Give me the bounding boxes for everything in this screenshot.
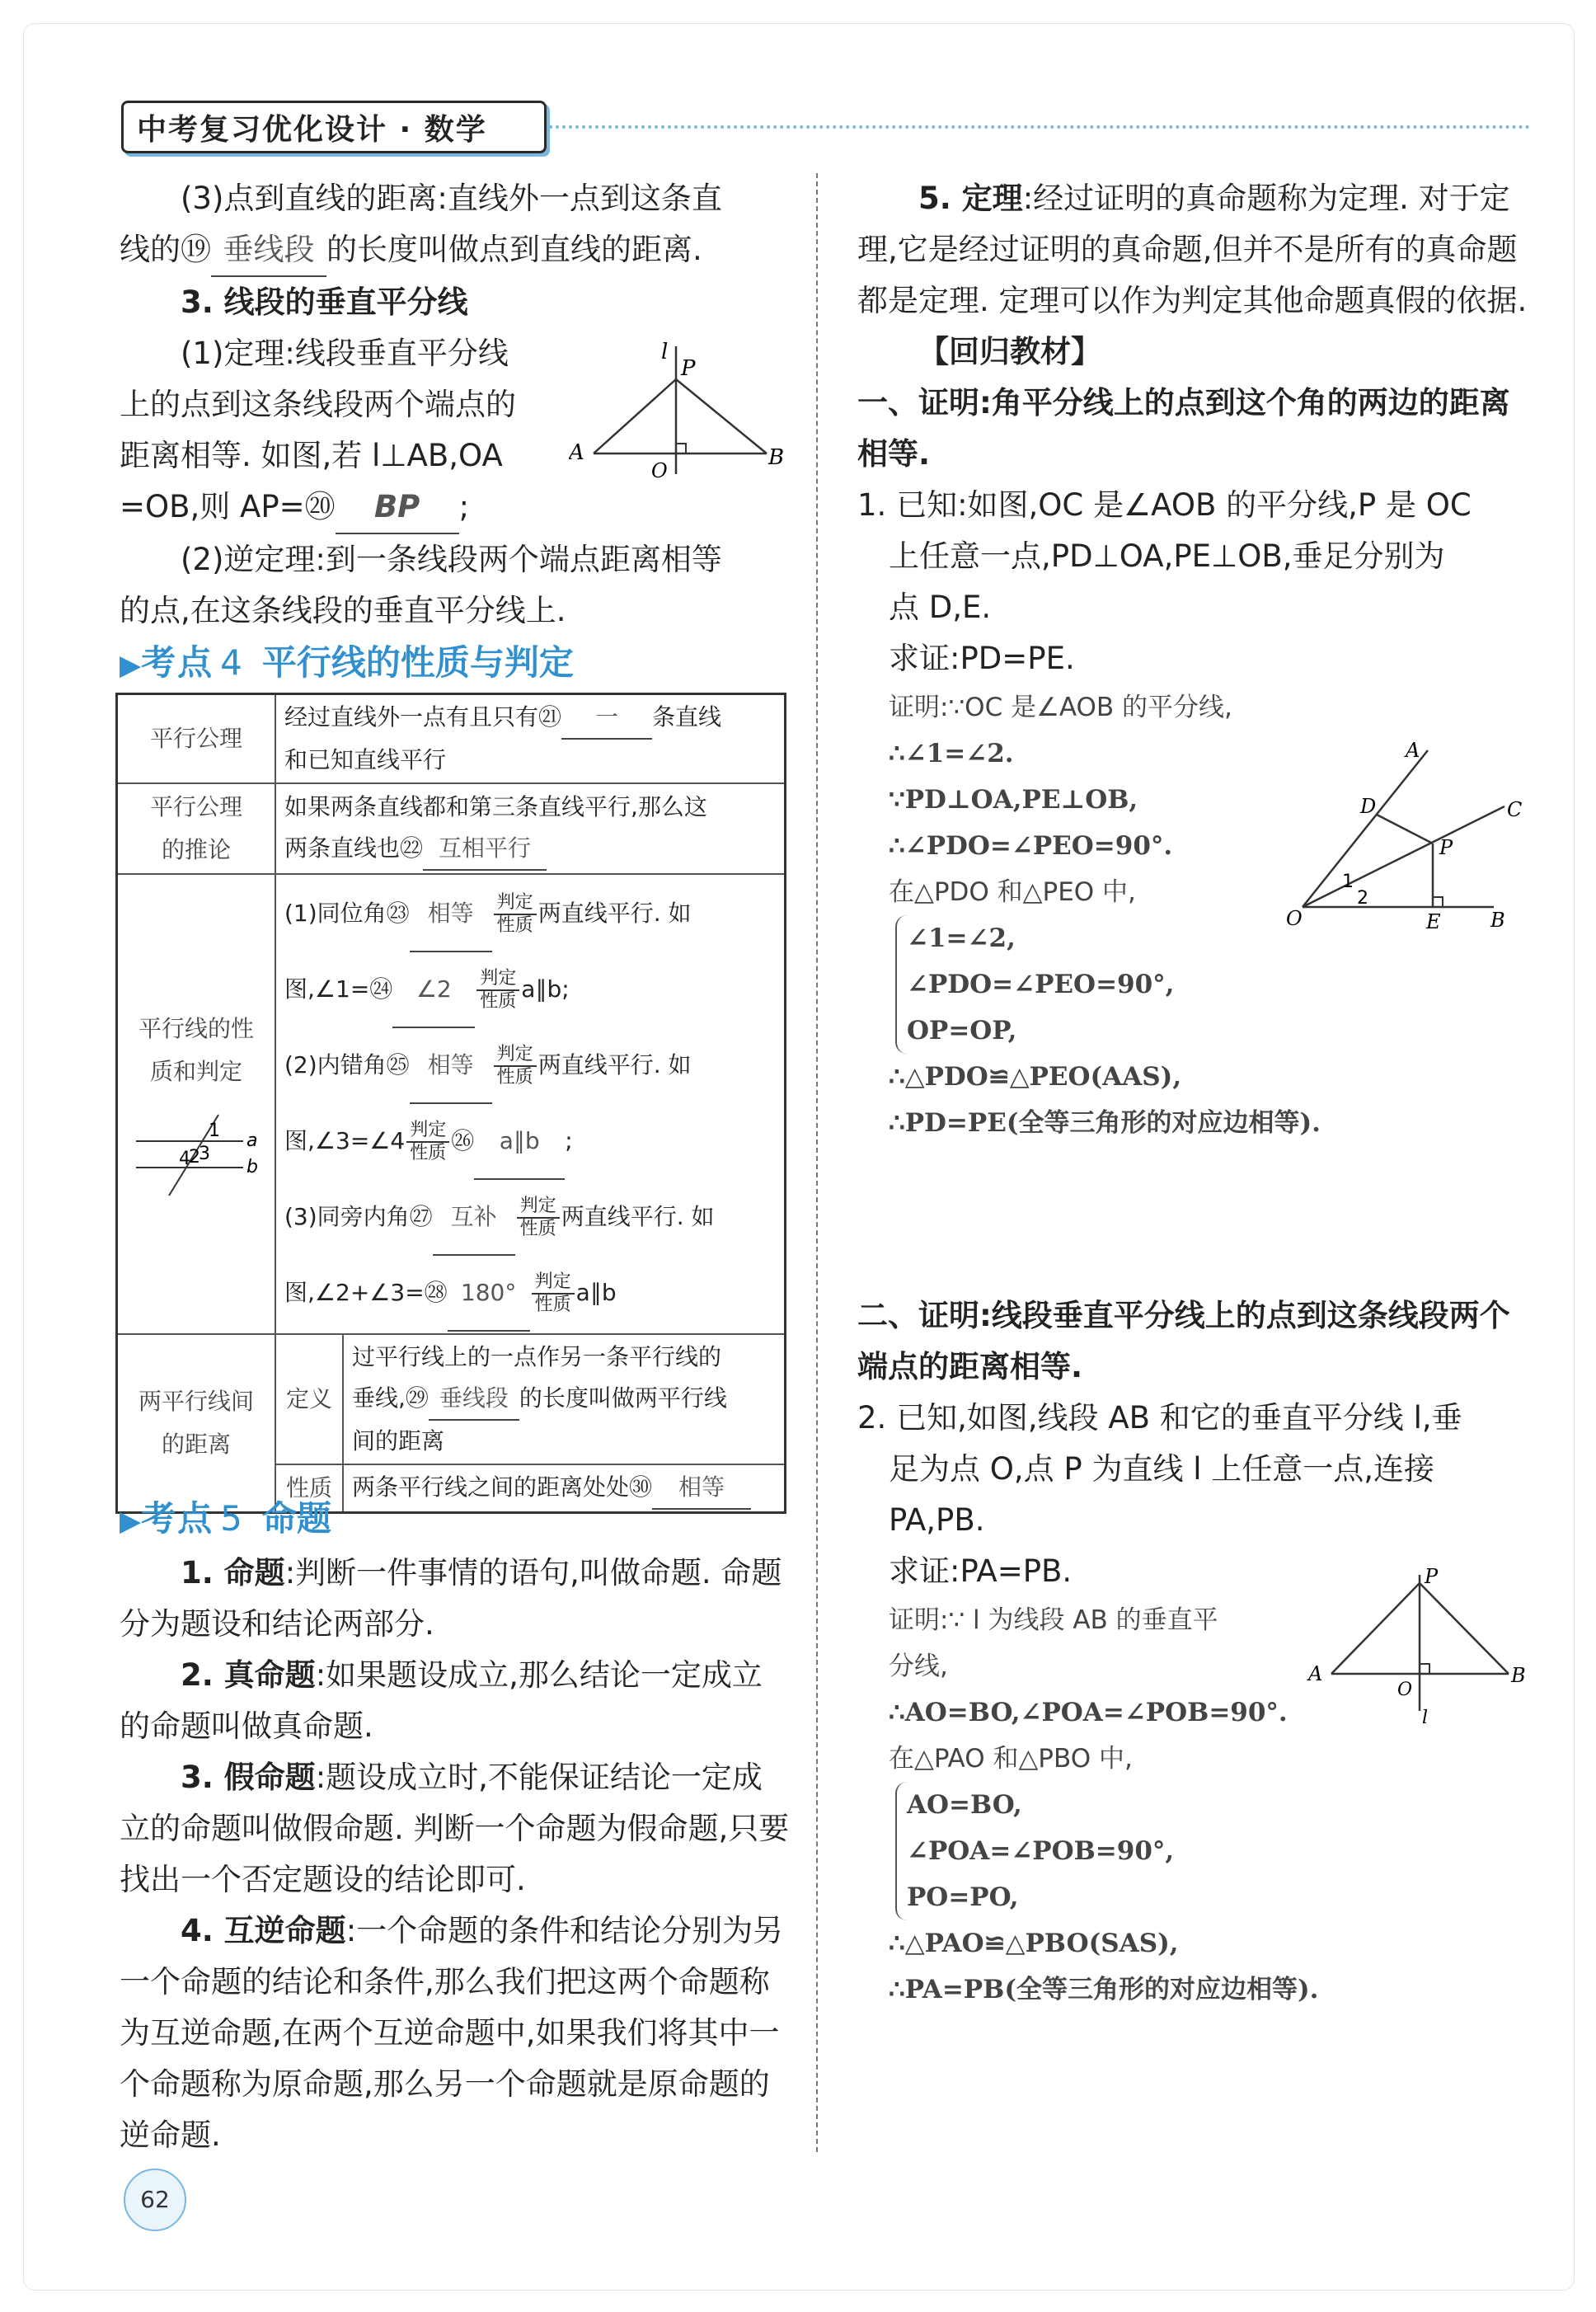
arrow-bot: 性质 <box>496 1067 533 1088</box>
perp2-line2: 的点,在这条线段的垂直平分线上. <box>120 593 566 628</box>
fill-30: 相等 <box>652 1467 751 1510</box>
arrow-top: 判定 <box>406 1120 449 1143</box>
s1-q1: 1. 已知:如图,OC 是∠AOB 的平分线,P 是 OC <box>857 487 1472 523</box>
r1-text-c: 和已知直线平行 <box>284 746 447 773</box>
s1-proof-line: 证明:∵OC 是∠AOB 的平分线, <box>889 693 1232 722</box>
label-a: A <box>569 440 584 465</box>
parallel-lines-table <box>115 693 786 1514</box>
line-b-label: b <box>246 1157 258 1177</box>
r3-l4-b: ㉖ <box>451 1127 475 1154</box>
left-column-bottom <box>120 1492 791 2161</box>
perp2-line1: (2)逆定理:到一条线段两个端点距离相等 <box>181 542 722 577</box>
s1-proof-line: ∵PD⊥OA,PE⊥OB, <box>889 785 1138 815</box>
dist-line2-b: 的长度叫做点到直线的距离. <box>326 232 702 267</box>
m2-title: 2. 真命题 <box>181 1657 316 1693</box>
s2-proof-line: ∴PA=PB(全等三角形的对应边相等). <box>889 1975 1319 2004</box>
perp1-line4-a: =OB,则 AP=⑳ <box>120 489 336 524</box>
arrow-top: 判定 <box>494 1044 537 1067</box>
fill-19: 垂线段 <box>211 224 326 277</box>
r3-l4-a: 图,∠3=∠4 <box>284 1127 406 1154</box>
row-label: 平行公理 <box>117 694 276 784</box>
s2-brace-line: ∠POA=∠POB=90°, <box>907 1836 1175 1866</box>
perp1-line4 <box>120 482 791 534</box>
angle-4-label: 4 <box>179 1149 190 1169</box>
kd4-title: 平行线的性质与判定 <box>261 642 574 683</box>
s1-brace-line: ∠PDO=∠PEO=90°, <box>907 970 1175 999</box>
book-title: 中考复习优化设计 · 数学 <box>137 112 487 147</box>
arrow-judge-property <box>532 1271 575 1316</box>
fill-28: 180° <box>448 1256 530 1332</box>
r3-label-a: 平行线的性 <box>138 1015 254 1042</box>
row-content <box>275 874 786 1334</box>
proposition-2 <box>120 1650 791 1752</box>
perp-bisector-figure <box>569 334 791 482</box>
dist-line2-a: 线的⑲ <box>120 232 211 267</box>
s1-proof-line: 在△PDO 和△PEO 中, <box>889 877 1136 907</box>
segment-pd <box>1377 815 1433 844</box>
fill-27: 互补 <box>433 1180 515 1256</box>
s2-proof-line: ∴AO=BO,∠POA=∠POB=90°. <box>889 1698 1288 1727</box>
sub-label-def: 定义 <box>275 1334 343 1464</box>
m1-text: :判断一件事情的语句,叫做命题. 命题分为题设和结论两部分. <box>120 1555 782 1642</box>
s2-q2: 足为点 O,点 P 为直线 l 上任意一点,连接 <box>889 1451 1435 1487</box>
label-b: B <box>1511 1664 1526 1687</box>
right-column <box>857 173 1529 1146</box>
label-b: B <box>768 445 785 470</box>
right-angle-mark <box>1420 1664 1429 1674</box>
s2-proof-line: 分线, <box>889 1652 948 1681</box>
arrow-judge-property <box>476 968 519 1013</box>
s2-q1: 2. 已知,如图,线段 AB 和它的垂直平分线 l,垂 <box>857 1400 1462 1436</box>
s2-brace-line: AO=BO, <box>907 1790 1022 1820</box>
m4-text: :一个命题的条件和结论分别为另一个命题的结论和条件,那么我们把这两个命题称为互逆命题,在两个互逆命题中,如果我们将其中一个命题称为原命题,那么另一个命题就是原命题的逆命题. <box>120 1913 784 2153</box>
fill-29: 垂线段 <box>429 1378 519 1421</box>
dist-line1: (3)点到直线的距离:直线外一点到这条直 <box>181 181 722 216</box>
perp1-line4-b: ; <box>458 489 470 524</box>
label-l: l <box>661 340 669 364</box>
segment-bp <box>676 379 767 453</box>
kd5-number: 5 <box>220 1498 242 1539</box>
m4-title: 4. 互逆命题 <box>181 1913 346 1948</box>
label-d: D <box>1360 795 1377 818</box>
r3-l5-a: (3)同旁内角㉗ <box>284 1203 433 1230</box>
row-label <box>117 1334 276 1513</box>
row-content <box>275 783 786 874</box>
column-divider <box>816 173 818 2152</box>
table-row <box>117 1334 786 1464</box>
m3-text: :题设成立时,不能保证结论一定成立的命题叫做假命题. 判断一个命题为假命题,只要找出一个否定题设的结论即可. <box>120 1760 790 1897</box>
arrow-bot: 性质 <box>496 915 533 936</box>
r3-l2-b: a∥b; <box>521 975 570 1003</box>
arrow-top: 判定 <box>517 1196 560 1219</box>
r3-l5-b: 两直线平行. 如 <box>561 1203 715 1230</box>
def-line2-a: 垂线,㉙ <box>352 1384 429 1412</box>
label-o: O <box>1397 1680 1413 1700</box>
r3-line6 <box>284 1256 776 1332</box>
label-a: A <box>1308 1662 1323 1685</box>
def-line2-b: 的长度叫做两平行线 <box>519 1384 727 1412</box>
section-2-title: 二、证明:线段垂直平分线上的点到这条线段两个端点的距离相等. <box>857 1298 1510 1384</box>
row-label <box>117 783 276 874</box>
page-number: 62 <box>124 2169 186 2231</box>
angle-1-label: 1 <box>1342 872 1354 892</box>
header-box <box>121 101 547 153</box>
angle-1-label: 1 <box>209 1121 220 1141</box>
arrow-judge-property <box>406 1120 449 1164</box>
fill-23: 相等 <box>410 876 492 952</box>
row-content <box>343 1334 786 1464</box>
proposition-4 <box>120 1906 791 2161</box>
fill-26: a∥b <box>474 1104 565 1180</box>
label-p: P <box>1439 836 1453 859</box>
label-b: B <box>1490 909 1505 932</box>
segment-ap <box>594 379 676 453</box>
prop-text: 两条平行线之间的距离处处㉚ <box>352 1473 653 1501</box>
arrow-bot: 性质 <box>410 1143 447 1163</box>
kaodian-5-heading <box>120 1492 791 1548</box>
line-a-label: a <box>246 1130 258 1151</box>
arrow-judge-property <box>494 1044 537 1088</box>
s2-q3: PA,PB. <box>889 1502 985 1538</box>
label-e: E <box>1426 910 1441 933</box>
kd5-label: 考点 <box>141 1498 214 1539</box>
angle-bisector-figure <box>1278 734 1542 940</box>
header-dotted-rule <box>549 125 1530 129</box>
kd4-label: 考点 <box>141 642 214 683</box>
label-o: O <box>651 459 668 482</box>
fill-24: ∠2 <box>392 952 475 1028</box>
proposition-3 <box>120 1752 791 1906</box>
r3-line5 <box>284 1180 776 1256</box>
perp-bisector-figure-2 <box>1307 1558 1529 1732</box>
s2-proof-line: 在△PAO 和△PBO 中, <box>889 1744 1133 1774</box>
table-row <box>117 783 786 874</box>
fill-21: 一 <box>561 697 652 740</box>
m2-text: :如果题设成立,那么结论一定成立的命题叫做真命题. <box>120 1657 763 1744</box>
arrow-top: 判定 <box>494 892 537 915</box>
s2-prove: 求证:PA=PB. <box>889 1553 1073 1589</box>
triangle-bullet-icon: ▶ <box>120 649 142 682</box>
r4-label-b: 的距离 <box>161 1431 231 1458</box>
r3-l6-a: 图,∠2+∠3=㉘ <box>284 1279 448 1306</box>
arrow-top: 判定 <box>532 1271 575 1295</box>
s1-q3: 点 D,E. <box>889 590 992 625</box>
r3-label-b: 质和判定 <box>149 1058 242 1085</box>
fill-25: 相等 <box>410 1028 492 1104</box>
s1-proof-line: ∴∠PDO=∠PEO=90°. <box>889 831 1173 861</box>
arrow-bot: 性质 <box>534 1295 571 1315</box>
r3-l2-a: 图,∠1=㉔ <box>284 975 393 1003</box>
r3-l1-b: 两直线平行. 如 <box>537 900 692 927</box>
arrow-bot: 性质 <box>480 991 517 1012</box>
m3-title: 3. 假命题 <box>181 1760 316 1795</box>
s1-proof-line: ∴∠1=∠2. <box>889 739 1014 768</box>
r3-line2 <box>284 952 776 1028</box>
arrow-top: 判定 <box>476 968 519 991</box>
thm-text: :经过证明的真命题称为定理. 对于定理,它是经过证明的真命题,但并不是所有的真命题都是定理. 定理可以作为判定其他命题真假的依据. <box>857 181 1528 318</box>
r3-l1-a: (1)同位角㉓ <box>284 900 410 927</box>
r2-text-b: 两条直线也㉒ <box>284 834 424 862</box>
right-angle-mark <box>676 444 686 453</box>
def-line3: 间的距离 <box>352 1427 445 1454</box>
s1-brace-line: ∠1=∠2, <box>907 923 1016 953</box>
perp1-line1: (1)定理:线段垂直平分线 <box>181 336 509 371</box>
angle-3-label: 3 <box>199 1144 210 1164</box>
fill-22: 互相平行 <box>423 828 547 871</box>
r3-l6-b: a∥b <box>575 1279 617 1306</box>
r3-line3 <box>284 1028 776 1104</box>
s1-prove: 求证:PD=PE. <box>889 641 1075 676</box>
thm-title: 5. 定理 <box>918 181 1023 216</box>
r3-line4 <box>284 1104 776 1180</box>
return-textbook-title: 【回归教材】 <box>918 334 1101 369</box>
angle-2-label: 2 <box>189 1147 200 1168</box>
table-row <box>117 694 786 784</box>
r2-label-b: 的推论 <box>161 836 231 863</box>
kd4-number: 4 <box>220 642 242 683</box>
s1-proof-line: ∴PD=PE(全等三角形的对应边相等). <box>889 1108 1321 1138</box>
arrow-judge-property <box>494 892 537 937</box>
label-p: P <box>681 356 696 381</box>
r3-line1 <box>284 876 776 952</box>
r2-text-a: 如果两条直线都和第三条直线平行,那么这 <box>284 793 707 820</box>
label-a: A <box>1406 739 1420 762</box>
perp1-line2: 上的点到这条线段两个端点的 <box>120 387 516 422</box>
row-label <box>117 874 276 1334</box>
arrow-bot: 性质 <box>519 1219 556 1239</box>
s2-proof-line: ∴△PAO≌△PBO(SAS), <box>889 1929 1179 1958</box>
section-1-title: 一、证明:角平分线上的点到这个角的两边的距离相等. <box>857 385 1510 472</box>
r4-label-a: 两平行线间 <box>138 1388 254 1415</box>
theorem-def <box>857 173 1529 327</box>
arrow-judge-property <box>517 1196 560 1240</box>
fill-20: BP <box>336 482 459 534</box>
right-angle-mark <box>1433 897 1443 907</box>
proposition-1 <box>120 1548 791 1650</box>
table-row <box>117 874 786 1334</box>
m1-title: 1. 命题 <box>181 1555 285 1591</box>
row-content <box>275 694 786 784</box>
ray-oc <box>1303 806 1504 907</box>
parallel-lines-figure <box>134 1110 258 1201</box>
kd5-title: 命题 <box>261 1498 331 1539</box>
s1-proof-line: ∴△PDO≌△PEO(AAS), <box>889 1062 1182 1092</box>
dist-line2 <box>120 224 791 277</box>
segment-pa <box>1331 1583 1420 1674</box>
r3-l3-b: 两直线平行. 如 <box>537 1051 692 1078</box>
r1-text-a: 经过直线外一点有且只有㉑ <box>284 703 562 731</box>
def-line1: 过平行线上的一点作另一条平行线的 <box>352 1343 722 1370</box>
r3-l4-c: ; <box>565 1127 573 1154</box>
r2-label-a: 平行公理 <box>149 793 242 820</box>
r1-text-b: 条直线 <box>652 703 722 731</box>
label-p: P <box>1425 1565 1439 1588</box>
label-l: l <box>1422 1708 1429 1728</box>
s1-brace-line: OP=OP, <box>907 1016 1017 1046</box>
segment-pb <box>1420 1583 1509 1674</box>
s1-q2: 上任意一点,PD⊥OA,PE⊥OB,垂足分别为 <box>889 538 1445 574</box>
perp1-line3: 距离相等. 如图,若 l⊥AB,OA <box>120 438 503 473</box>
s2-brace-group <box>895 1782 1529 1920</box>
kaodian-4-heading <box>120 637 791 692</box>
ray-oa <box>1303 750 1428 907</box>
perp-section-title: 3. 线段的垂直平分线 <box>181 284 468 320</box>
s2-proof-line: 证明:∵ l 为线段 AB 的垂直平 <box>889 1605 1218 1635</box>
label-c: C <box>1507 798 1523 821</box>
s2-brace-line: PO=PO, <box>907 1882 1019 1912</box>
angle-2-label: 2 <box>1357 888 1368 909</box>
label-o: O <box>1286 907 1303 930</box>
sub-label-prop: 性质 <box>275 1464 343 1513</box>
r3-l3-a: (2)内错角㉕ <box>284 1051 410 1078</box>
triangle-bullet-icon: ▶ <box>120 1505 142 1538</box>
